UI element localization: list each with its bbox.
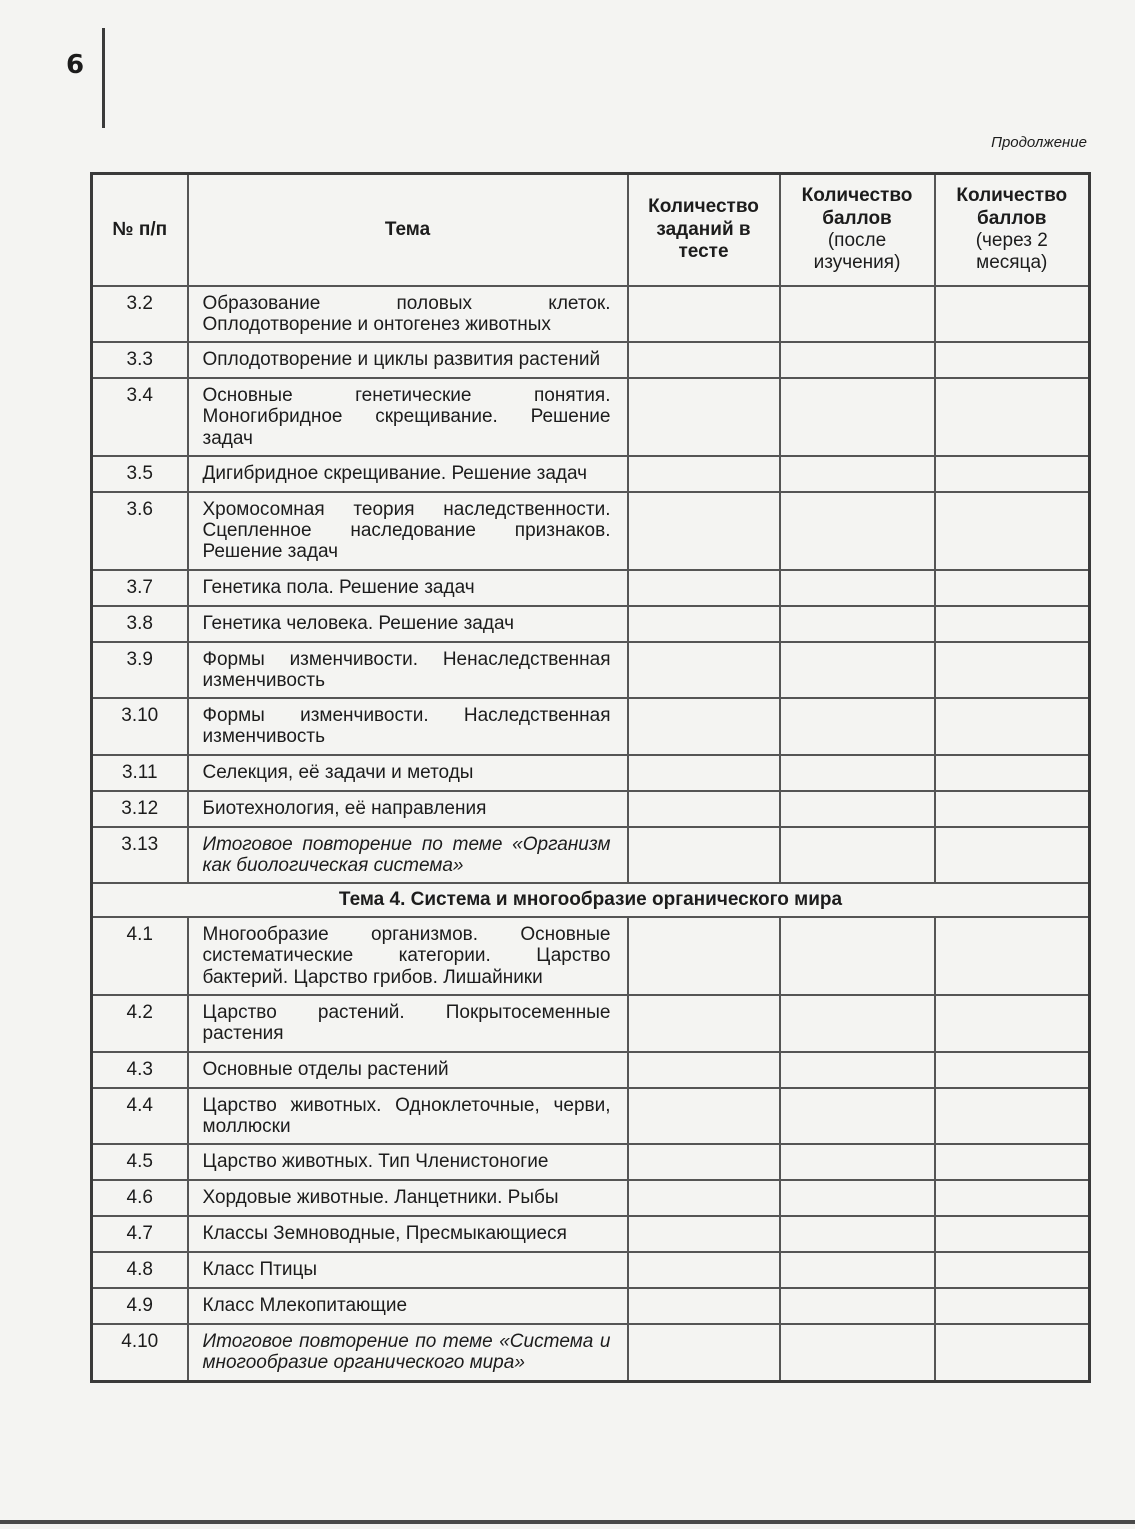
score-after-cell[interactable] bbox=[780, 286, 935, 343]
row-theme: Царство животных. Одноклеточные, черви, моллюски bbox=[188, 1088, 628, 1145]
score-later-cell[interactable] bbox=[935, 342, 1090, 378]
row-theme: Образование половых клеток. Оплодотворение и онтогенез животных bbox=[188, 286, 628, 343]
section-row bbox=[92, 883, 1090, 917]
score-later-cell[interactable] bbox=[935, 698, 1090, 755]
header-tasks: Количество заданий в тесте bbox=[628, 174, 780, 286]
score-later-cell[interactable] bbox=[935, 1324, 1090, 1381]
row-number: 3.3 bbox=[92, 342, 188, 378]
score-later-cell[interactable] bbox=[935, 1144, 1090, 1180]
table-row bbox=[92, 570, 1090, 606]
table-row bbox=[92, 1180, 1090, 1216]
score-later-cell[interactable] bbox=[935, 570, 1090, 606]
continuation-label: Продолжение bbox=[991, 134, 1087, 151]
score-later-cell[interactable] bbox=[935, 286, 1090, 343]
score-later-cell[interactable] bbox=[935, 456, 1090, 492]
row-number: 3.10 bbox=[92, 698, 188, 755]
score-after-cell[interactable] bbox=[780, 1088, 935, 1145]
row-number: 3.12 bbox=[92, 791, 188, 827]
score-after-cell[interactable] bbox=[780, 917, 935, 995]
score-after-cell[interactable] bbox=[780, 1324, 935, 1381]
row-theme: Биотехнология, её направления bbox=[188, 791, 628, 827]
row-theme: Основные генетические понятия. Моногибридное скрещивание. Решение задач bbox=[188, 378, 628, 456]
score-later-cell[interactable] bbox=[935, 1180, 1090, 1216]
row-theme: Царство животных. Тип Членистоногие bbox=[188, 1144, 628, 1180]
score-after-cell[interactable] bbox=[780, 378, 935, 456]
score-later-cell[interactable] bbox=[935, 755, 1090, 791]
header-row bbox=[92, 174, 1090, 286]
table-row bbox=[92, 1216, 1090, 1252]
row-theme: Многообразие организмов. Основные систематические категории. Царство бактерий. Царство грибов. Лишайники bbox=[188, 917, 628, 995]
tasks-cell[interactable] bbox=[628, 1180, 780, 1216]
row-number: 4.3 bbox=[92, 1052, 188, 1088]
table-row bbox=[92, 827, 1090, 884]
tasks-cell[interactable] bbox=[628, 378, 780, 456]
score-after-cell[interactable] bbox=[780, 570, 935, 606]
row-theme: Дигибридное скрещивание. Решение задач bbox=[188, 456, 628, 492]
score-after-cell[interactable] bbox=[780, 755, 935, 791]
row-number: 3.5 bbox=[92, 456, 188, 492]
row-number: 4.4 bbox=[92, 1088, 188, 1145]
row-number: 4.2 bbox=[92, 995, 188, 1052]
score-later-cell[interactable] bbox=[935, 791, 1090, 827]
tasks-cell[interactable] bbox=[628, 1216, 780, 1252]
tasks-cell[interactable] bbox=[628, 606, 780, 642]
tasks-cell[interactable] bbox=[628, 642, 780, 699]
row-theme: Оплодотворение и циклы развития растений bbox=[188, 342, 628, 378]
score-after-cell[interactable] bbox=[780, 791, 935, 827]
row-theme: Класс Млекопитающие bbox=[188, 1288, 628, 1324]
row-number: 4.9 bbox=[92, 1288, 188, 1324]
bottom-rule bbox=[0, 1520, 1135, 1524]
score-after-cell[interactable] bbox=[780, 995, 935, 1052]
row-number: 3.11 bbox=[92, 755, 188, 791]
table-row bbox=[92, 1324, 1090, 1381]
table-row bbox=[92, 492, 1090, 570]
row-number: 4.10 bbox=[92, 1324, 188, 1381]
tasks-cell[interactable] bbox=[628, 570, 780, 606]
header-score-after-note: (после изучения) bbox=[813, 229, 901, 273]
tasks-cell[interactable] bbox=[628, 1288, 780, 1324]
table-row bbox=[92, 995, 1090, 1052]
score-after-cell[interactable] bbox=[780, 827, 935, 884]
row-number: 4.8 bbox=[92, 1252, 188, 1288]
row-theme: Итоговое повторение по теме «Организм как биологическая система» bbox=[188, 827, 628, 884]
row-number: 4.7 bbox=[92, 1216, 188, 1252]
tasks-cell[interactable] bbox=[628, 995, 780, 1052]
score-later-cell[interactable] bbox=[935, 995, 1090, 1052]
score-later-cell[interactable] bbox=[935, 1288, 1090, 1324]
row-number: 3.9 bbox=[92, 642, 188, 699]
row-number: 4.6 bbox=[92, 1180, 188, 1216]
header-num: № п/п bbox=[92, 174, 188, 286]
table-row bbox=[92, 1144, 1090, 1180]
row-theme: Хордовые животные. Ланцетники. Рыбы bbox=[188, 1180, 628, 1216]
score-later-cell[interactable] bbox=[935, 917, 1090, 995]
tasks-cell[interactable] bbox=[628, 342, 780, 378]
tasks-cell[interactable] bbox=[628, 791, 780, 827]
tasks-cell[interactable] bbox=[628, 456, 780, 492]
header-score-after bbox=[780, 174, 935, 286]
table-row bbox=[92, 1088, 1090, 1145]
score-after-cell[interactable] bbox=[780, 642, 935, 699]
tasks-cell[interactable] bbox=[628, 1252, 780, 1288]
table-row bbox=[92, 698, 1090, 755]
score-after-cell[interactable] bbox=[780, 1052, 935, 1088]
tasks-cell[interactable] bbox=[628, 286, 780, 343]
row-theme: Классы Земноводные, Пресмыкающиеся bbox=[188, 1216, 628, 1252]
row-number: 3.7 bbox=[92, 570, 188, 606]
score-after-cell[interactable] bbox=[780, 492, 935, 570]
row-theme: Формы изменчивости. Ненаследственная изменчивость bbox=[188, 642, 628, 699]
row-number: 3.2 bbox=[92, 286, 188, 343]
row-theme: Класс Птицы bbox=[188, 1252, 628, 1288]
table-row bbox=[92, 642, 1090, 699]
score-after-cell[interactable] bbox=[780, 1144, 935, 1180]
tasks-cell[interactable] bbox=[628, 492, 780, 570]
table-row bbox=[92, 1252, 1090, 1288]
score-after-cell[interactable] bbox=[780, 1288, 935, 1324]
row-number: 4.5 bbox=[92, 1144, 188, 1180]
row-theme: Итоговое повторение по теме «Система и многообразие органического мира» bbox=[188, 1324, 628, 1381]
topic4-rows bbox=[92, 917, 1090, 1381]
score-after-cell[interactable] bbox=[780, 698, 935, 755]
table-row bbox=[92, 1288, 1090, 1324]
score-later-cell[interactable] bbox=[935, 1216, 1090, 1252]
row-number: 4.1 bbox=[92, 917, 188, 995]
tasks-cell[interactable] bbox=[628, 1088, 780, 1145]
tasks-cell[interactable] bbox=[628, 698, 780, 755]
header-score-after-title: Количество баллов bbox=[801, 185, 913, 229]
score-later-cell[interactable] bbox=[935, 492, 1090, 570]
row-theme: Генетика пола. Решение задач bbox=[188, 570, 628, 606]
row-theme: Селекция, её задачи и методы bbox=[188, 755, 628, 791]
header-score-later-title: Количество баллов bbox=[956, 185, 1068, 229]
table-row bbox=[92, 755, 1090, 791]
table-row bbox=[92, 1052, 1090, 1088]
score-after-cell[interactable] bbox=[780, 1180, 935, 1216]
tasks-cell[interactable] bbox=[628, 1144, 780, 1180]
section-title: Тема 4. Система и многообразие органического мира bbox=[92, 883, 1090, 917]
table-row bbox=[92, 342, 1090, 378]
topics-table bbox=[90, 172, 1091, 1383]
tasks-cell[interactable] bbox=[628, 917, 780, 995]
row-number: 3.6 bbox=[92, 492, 188, 570]
table-row bbox=[92, 378, 1090, 456]
score-later-cell[interactable] bbox=[935, 1088, 1090, 1145]
score-after-cell[interactable] bbox=[780, 606, 935, 642]
page-number: 6 bbox=[66, 50, 85, 80]
table-row bbox=[92, 456, 1090, 492]
row-number: 3.13 bbox=[92, 827, 188, 884]
score-after-cell[interactable] bbox=[780, 456, 935, 492]
tasks-cell[interactable] bbox=[628, 1324, 780, 1381]
score-later-cell[interactable] bbox=[935, 642, 1090, 699]
tasks-cell[interactable] bbox=[628, 1052, 780, 1088]
row-number: 3.8 bbox=[92, 606, 188, 642]
score-later-cell[interactable] bbox=[935, 378, 1090, 456]
topic3-rows bbox=[92, 286, 1090, 884]
score-later-cell[interactable] bbox=[935, 1052, 1090, 1088]
tasks-cell[interactable] bbox=[628, 755, 780, 791]
score-after-cell[interactable] bbox=[780, 1252, 935, 1288]
header-score-later bbox=[935, 174, 1090, 286]
score-later-cell[interactable] bbox=[935, 827, 1090, 884]
row-theme: Хромосомная теория наследственности. Сцепленное наследование признаков. Решение задач bbox=[188, 492, 628, 570]
score-later-cell[interactable] bbox=[935, 606, 1090, 642]
tasks-cell[interactable] bbox=[628, 827, 780, 884]
table-row bbox=[92, 791, 1090, 827]
row-theme: Основные отделы растений bbox=[188, 1052, 628, 1088]
score-after-cell[interactable] bbox=[780, 1216, 935, 1252]
row-theme: Царство растений. Покрытосеменные растения bbox=[188, 995, 628, 1052]
score-after-cell[interactable] bbox=[780, 342, 935, 378]
row-theme: Формы изменчивости. Наследственная изменчивость bbox=[188, 698, 628, 755]
row-theme: Генетика человека. Решение задач bbox=[188, 606, 628, 642]
header-score-later-note: (через 2 месяца) bbox=[975, 229, 1048, 273]
table-row bbox=[92, 606, 1090, 642]
margin-rule bbox=[102, 28, 105, 128]
header-theme: Тема bbox=[188, 174, 628, 286]
table-row bbox=[92, 286, 1090, 343]
table-row bbox=[92, 917, 1090, 995]
row-number: 3.4 bbox=[92, 378, 188, 456]
score-later-cell[interactable] bbox=[935, 1252, 1090, 1288]
